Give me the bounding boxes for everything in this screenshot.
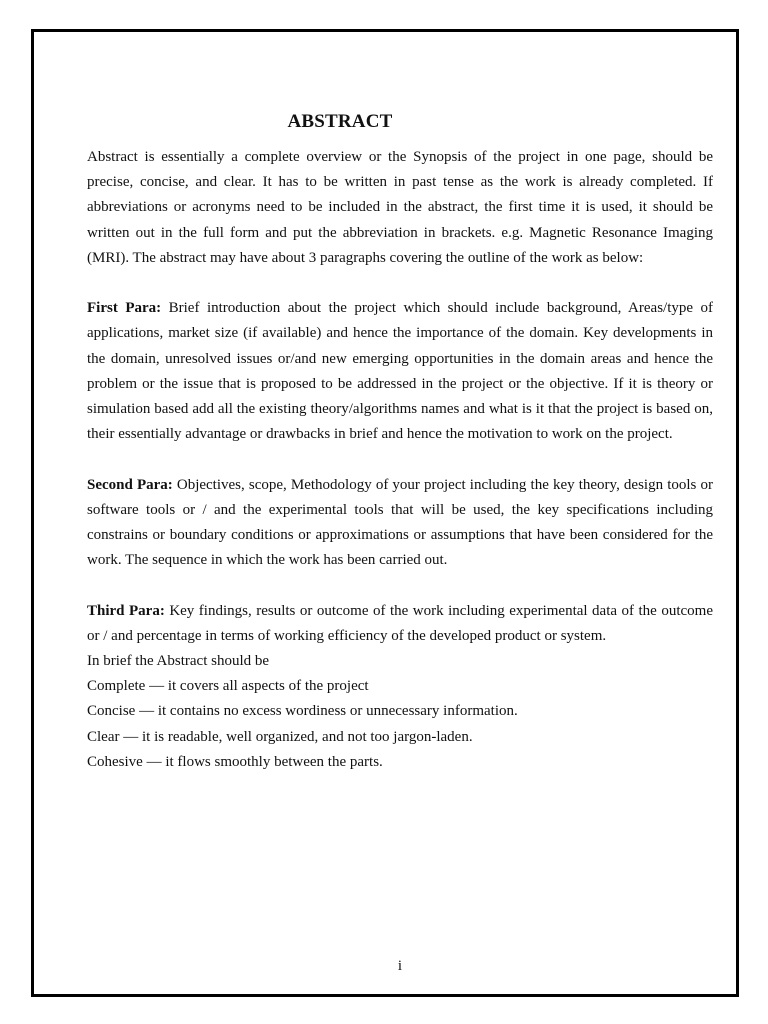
- first-paragraph-text: Brief introduction about the project which should include background, Areas/type of applications, market size (if available) and hence the importance of the domain. Key developments in the domain, unresolved issues or/and new emerging opportunities in the domain areas and hence the problem or the issue that is proposed to be addressed in the project or the objective. If it is theory or simulation based add all the existing theory/algorithms names and what is it that the project is based on, their essentially advantage or drawbacks in brief and hence the motivation to work on the project.: [87, 300, 714, 443]
- third-paragraph-text: Key findings, results or outcome of the work including experimental data of the outcome or / and percentage in terms of working efficiency of the developed product or system.: [87, 602, 713, 644]
- summary-intro: In brief the Abstract should be: [87, 653, 270, 670]
- first-paragraph-heading: First Para:: [87, 300, 162, 317]
- summary-item-clear: Clear — it is readable, well organized, and not too jargon-laden.: [87, 728, 473, 745]
- page-number: i: [397, 958, 403, 974]
- third-paragraph-heading: Third Para:: [87, 602, 165, 619]
- second-paragraph-text: Objectives, scope, Methodology of your project including the key theory, design tools or software tools or / and the experimental tools that will be used, the key specifications including constrains or boundary conditions or approximations or assumptions that have been considered for the work. The sequence in which the work has been carried out.: [87, 476, 713, 569]
- paragraph-gap: [87, 447, 713, 472]
- second-paragraph-heading: Second Para:: [87, 476, 173, 493]
- summary-item-cohesive: Cohesive — it flows smoothly between the parts.: [87, 753, 383, 770]
- document-body: [87, 145, 713, 775]
- third-paragraph: [87, 599, 713, 649]
- paragraph-gap: [87, 271, 713, 296]
- intro-paragraph: Abstract is essentially a complete overview or the Synopsis of the project in one page, should be precise, concise, and clear. It has to be written in past tense as the work is already completed. If abbreviations or acronyms need to be included in the abstract, the first time it is used, it should be written out in the full form and put the abbreviation in brackets. e.g. Magnetic Resonance Imaging (MRI). The abstract may have about 3 paragraphs covering the outline of the work as below:: [87, 149, 713, 266]
- summary-item-complete: Complete — it covers all aspects of the project: [87, 678, 369, 695]
- first-paragraph: [87, 296, 713, 447]
- paragraph-gap: [87, 573, 713, 598]
- summary-item-concise: Concise — it contains no excess wordiness or unnecessary information.: [87, 703, 518, 720]
- second-paragraph: [87, 473, 713, 574]
- page-title: ABSTRACT: [287, 110, 393, 132]
